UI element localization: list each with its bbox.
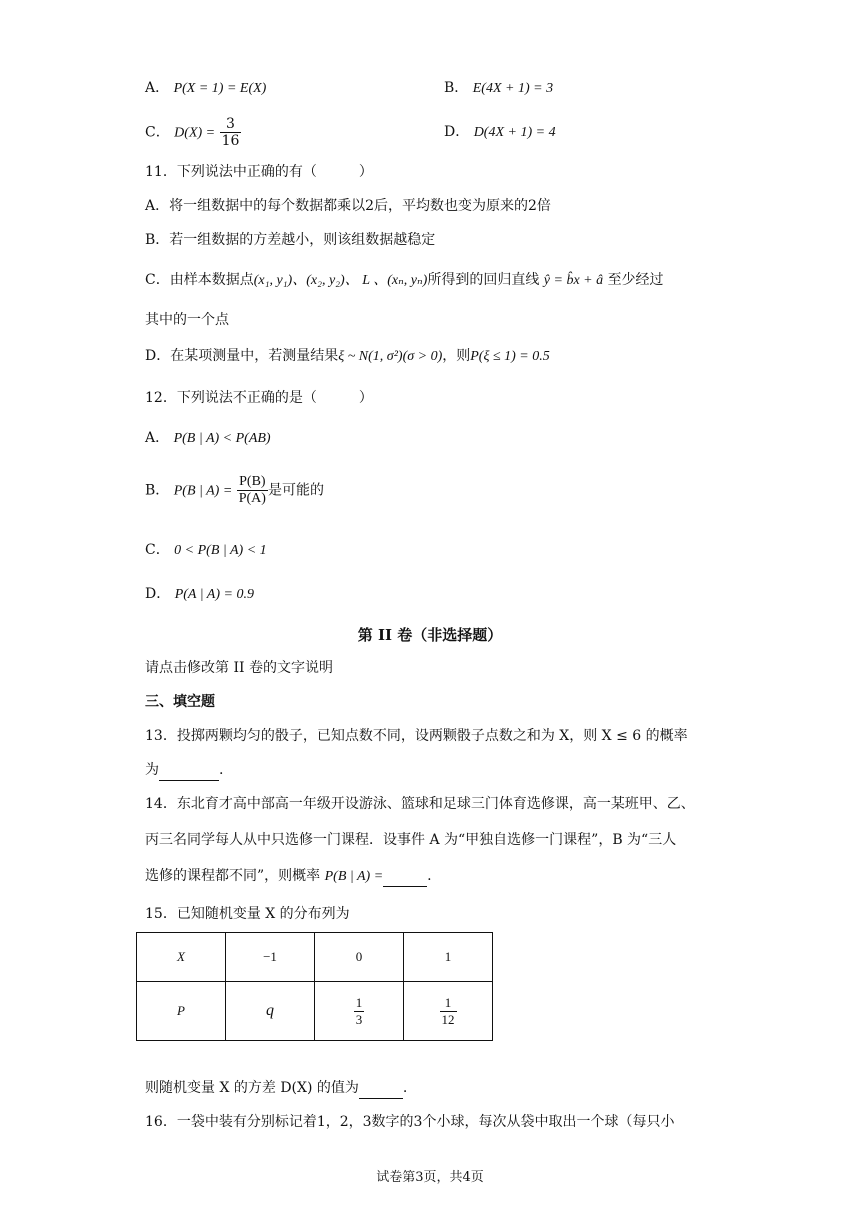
table-cell: 1: [404, 933, 493, 982]
table-cell: P: [137, 982, 226, 1041]
q10-option-c: [145, 116, 241, 149]
fraction-denominator: 3: [355, 1011, 363, 1027]
fraction-denominator: 12: [441, 1011, 455, 1027]
option-label: B．: [145, 482, 170, 499]
option-label: A．: [145, 430, 170, 446]
section-note[interactable]: 请点击修改第 II 卷的文字说明: [145, 660, 333, 676]
q10-option-b: [444, 78, 553, 99]
section-heading: 三、填空题: [145, 694, 215, 710]
fraction: [440, 995, 457, 1028]
q13-line2: [145, 760, 223, 781]
q15-after: [145, 1078, 407, 1099]
question-text: .: [402, 1080, 408, 1096]
q12-option-a: [145, 428, 271, 449]
option-text: D．在某项测量中，若测量结果: [145, 348, 339, 364]
fraction-denominator: 16: [221, 133, 240, 149]
answer-blank[interactable]: [383, 866, 427, 887]
option-expression: P(ξ ≤ 1) = 0.5: [470, 349, 550, 364]
option-expression: P(X = 1) = E(X): [173, 81, 267, 96]
table-cell: 0: [315, 933, 404, 982]
option-expression: (x₁, y₁)、(x₂, y₂)、 L 、(xₙ, yₙ): [253, 273, 428, 288]
q10-option-d: [444, 122, 556, 143]
option-expression: P(A | A) = 0.9: [174, 587, 254, 602]
fraction: [354, 995, 365, 1028]
question-text: .: [427, 868, 432, 884]
option-expression: 0 < P(B | A) < 1: [174, 543, 267, 558]
q11-option-c: [145, 270, 664, 291]
distribution-table: [136, 932, 493, 1041]
answer-blank[interactable]: [159, 760, 219, 781]
q11-option-b: B．若一组数据的方差越小，则该组数据越稳定: [145, 232, 436, 248]
q11-option-d: [145, 346, 550, 367]
option-expression: D(4X + 1) = 4: [473, 125, 556, 140]
section-title: 第 II 卷（非选择题）: [357, 626, 503, 644]
regression-expression: ŷ = b̂x + â: [543, 273, 604, 288]
fraction-denominator: P(A): [238, 491, 266, 506]
question-expression: P(B | A) =: [324, 869, 384, 884]
q11-option-a: A．将一组数据中的每个数据都乘以2后，平均数也变为原来的2倍: [145, 198, 551, 214]
q12-stem: 12．下列说法不正确的是（ ）: [145, 390, 373, 406]
q15-stem: 15．已知随机变量 X 的分布列为: [145, 906, 350, 922]
q12-option-d: [145, 584, 254, 605]
q12-option-c: [145, 540, 267, 561]
fraction-numerator: 1: [355, 994, 363, 1010]
q14-line1: 14．东北育才高中部高一年级开设游泳、篮球和足球三门体育选修课，高一某班甲、乙、: [145, 796, 695, 812]
option-label: B．: [444, 80, 469, 96]
option-label: D．: [444, 124, 470, 140]
q14-line3: [145, 866, 432, 887]
option-expression: E(4X + 1) = 3: [472, 81, 554, 96]
q16-line1: 16．一袋中装有分别标记着1，2，3数字的3个小球，每次从袋中取出一个球（每只小: [145, 1114, 675, 1130]
fraction: [220, 116, 242, 149]
q11-option-c-cont: 其中的一个点: [145, 312, 229, 328]
answer-blank[interactable]: [359, 1078, 403, 1099]
option-label: A．: [145, 80, 170, 96]
table-row: [137, 933, 493, 982]
fraction-numerator: 1: [440, 995, 457, 1012]
option-text: ，则: [442, 348, 471, 364]
option-expression: P(B | A) =: [173, 483, 233, 499]
option-text: 至少经过: [607, 272, 664, 288]
fraction-numerator: 3: [220, 116, 242, 133]
q14-line2: 丙三名同学每人从中只选修一门课程．设事件 A 为“甲独自选修一门课程”，B 为“三人: [145, 832, 677, 848]
q11-stem: 11．下列说法中正确的有（ ）: [145, 164, 373, 180]
option-text: 所得到的回归直线: [427, 272, 540, 288]
question-text: 则随机变量 X 的方差 D(X) 的值为: [145, 1080, 359, 1096]
table-cell: −1: [226, 933, 315, 982]
table-cell: [404, 982, 493, 1041]
option-label: D．: [145, 586, 171, 602]
table-cell: X: [137, 933, 226, 982]
q10-option-a: [145, 78, 266, 99]
table-cell: q: [226, 982, 315, 1041]
fraction-numerator: P(B): [237, 474, 268, 491]
fraction: [237, 474, 268, 507]
page-footer: 试卷第3页，共4页: [376, 1170, 484, 1185]
question-text: .: [219, 762, 224, 778]
option-expression: P(B | A) < P(AB): [173, 431, 271, 446]
table-cell: [315, 982, 404, 1041]
table-row: [137, 982, 493, 1041]
option-label: C．: [145, 124, 170, 141]
q13-line1: 13．投掷两颗均匀的骰子，已知点数不同，设两颗骰子点数之和为 X，则 X ≤ 6 的概率: [145, 728, 688, 744]
option-expression: ξ ~ N(1, σ²)(σ > 0): [338, 349, 443, 364]
question-text: 选修的课程都不同”，则概率: [145, 868, 321, 884]
q12-option-b: [145, 474, 324, 507]
question-text: 为: [145, 762, 159, 778]
option-expression: D(X) =: [174, 125, 216, 141]
option-text: C．由样本数据点: [145, 272, 254, 288]
option-label: C．: [145, 542, 170, 558]
option-text: 是可能的: [267, 482, 324, 499]
